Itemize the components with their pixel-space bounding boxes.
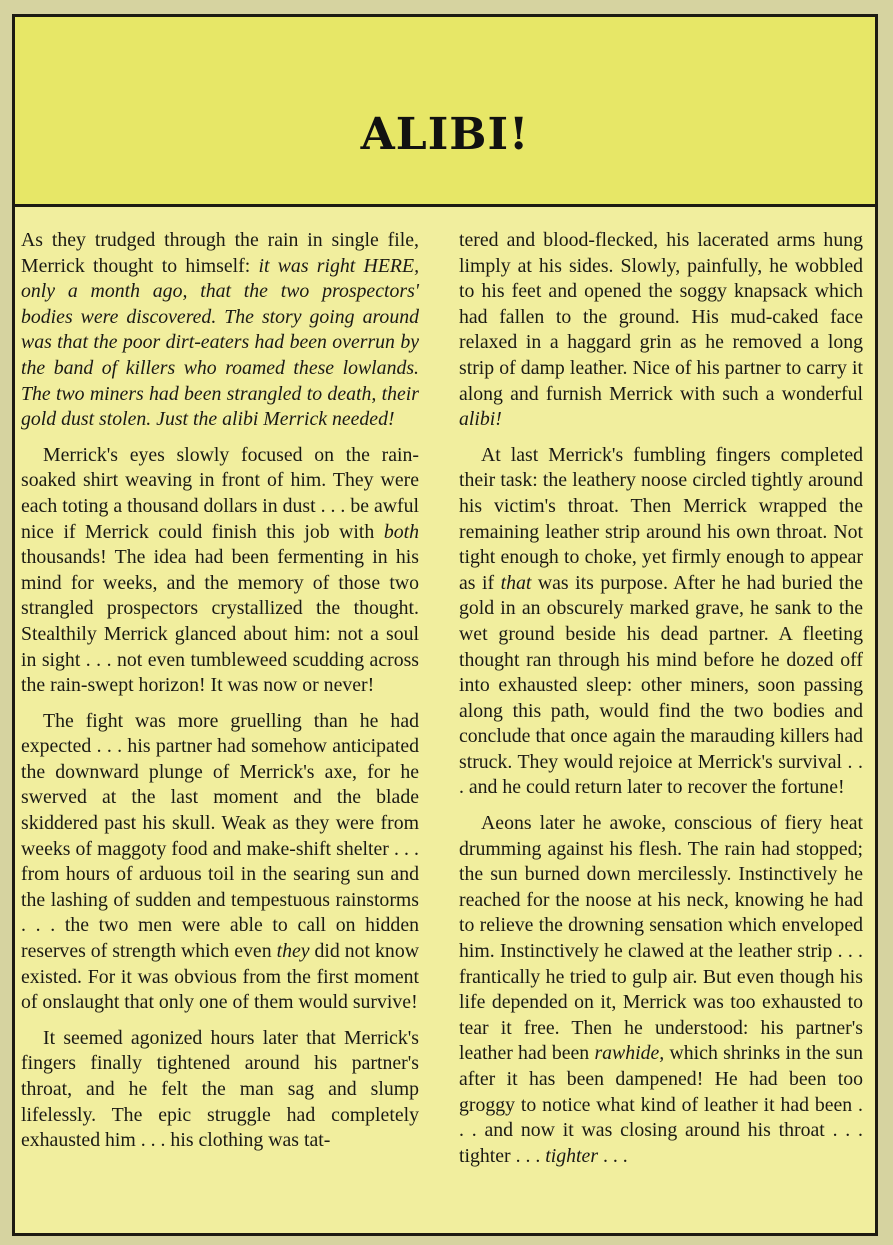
- paragraph-text: Merrick's eyes slowly focused on the rain-soaked shirt weaving in front of him. They were each toting a thousand dollars in dust . . . be awful nice if Merrick could finish this job with: [21, 443, 419, 543]
- paragraph: [21, 443, 419, 699]
- paragraph-text: was its purpose. After he had buried the gold in an obscurely marked grave, he sank to the wet ground beside his dead partner. A fleeting thought ran through his mind before he dozed off into exhausted sleep: other miners, soon passing along this path, would find the two bodies and conclude that once again the marauding killers had struck. They would rejoice at Merrick's survival . . . and he could return later to recover the fortune!: [459, 571, 863, 799]
- paragraph: [459, 228, 863, 433]
- left-column: [21, 228, 419, 1154]
- paragraph-italic-text: they: [276, 940, 310, 963]
- paragraph-text: tered and blood-flecked, his lacerated arms hung limply at his sides. Slowly, painfully, he wobbled to his feet and opened the soggy knapsack which had fallen to the ground. His mud-caked face relaxed in a haggard grin as he removed a long strip of damp leather. Nice of his partner to carry it along and furnish Merrick with such a wonderful: [459, 229, 863, 405]
- paragraph-text: did not know existed. For it was obvious from the first moment of onslaught that only one of them would survive!: [21, 940, 419, 1014]
- paragraph-text: thousands! The idea had been fermenting in his mind for weeks, and the memory of those two strangled prospectors crystallized the thought. Stealthily Merrick glanced about him: not a soul in sight . . . not even tumbleweed scudding across the rain-swept horizon! It was now or never!: [21, 546, 419, 697]
- paragraph-italic-text: that: [500, 571, 532, 594]
- story-title: ALIBI!: [360, 109, 530, 160]
- paragraph-text: which shrinks in the sun after it has been dampened! He had been too groggy to notice what kind of leather it had been . . . and now it was closing around his throat . . . tighter . . .: [459, 1042, 863, 1167]
- title-panel: [15, 17, 875, 207]
- paragraph-italic-text: it was right HERE, only a month ago, that the two prospectors' bodies were discovered. The story going around was that the poor dirt-eaters had been overrun by the band of killers who roamed these lowlands. The two miners had been strangled to death, their gold dust stolen. Just the alibi Merrick needed!: [21, 254, 420, 431]
- paragraph: [21, 228, 419, 433]
- paragraph: It seemed agonized hours later that Merrick's fingers finally tightened around his partner's throat, and he felt the man sag and slump lifelessly. The epic struggle had completely exhausted him . . . his clothing was tat-: [21, 1026, 419, 1152]
- paragraph-italic-text: tighter: [545, 1144, 599, 1167]
- paragraph-italic-text: rawhide,: [594, 1042, 665, 1065]
- paragraph-text: . . .: [598, 1144, 628, 1167]
- paragraph-italic-text: both: [383, 520, 419, 543]
- paragraph-italic-text: alibi!: [459, 408, 502, 431]
- paragraph: [459, 811, 863, 1169]
- paragraph: [459, 443, 863, 801]
- paragraph-text: The fight was more gruelling than he had expected . . . his partner had somehow anticipated the downward plunge of Merrick's axe, for he swerved at the last moment and the blade skiddered past his skull. Weak as they were from weeks of maggoty food and make-shift shelter . . . from hours of arduous toil in the searing sun and the lashing of sudden and tempestuous rainstorms . . . the two men were able to call on hidden reserves of strength which even: [21, 709, 419, 963]
- paragraph-text: Aeons later he awoke, conscious of fiery heat drumming against his flesh. The rain had stopped; the sun burned down mercilessly. Instinctively he reached for the noose at his neck, knowing he had to relieve the drowning sensation which enveloped him. Instinctively he clawed at the leather strip . . . frantically he tried to gulp air. But even though his life depended on it, Merrick was too exhausted to tear it free. Then he understood: his partner's leather had been: [459, 812, 863, 1065]
- paragraph: [21, 709, 419, 1016]
- right-column: [459, 228, 863, 1169]
- paragraph-text: At last Merrick's fumbling fingers completed their task: the leathery noose circled tightly around his victim's throat. Then Merrick wrapped the remaining leather strip around his own throat. Not tight enough to choke, yet firmly enough to appear as if: [459, 443, 863, 594]
- paragraph-text: As they trudged through the rain in single file, Merrick thought to himself:: [21, 229, 419, 277]
